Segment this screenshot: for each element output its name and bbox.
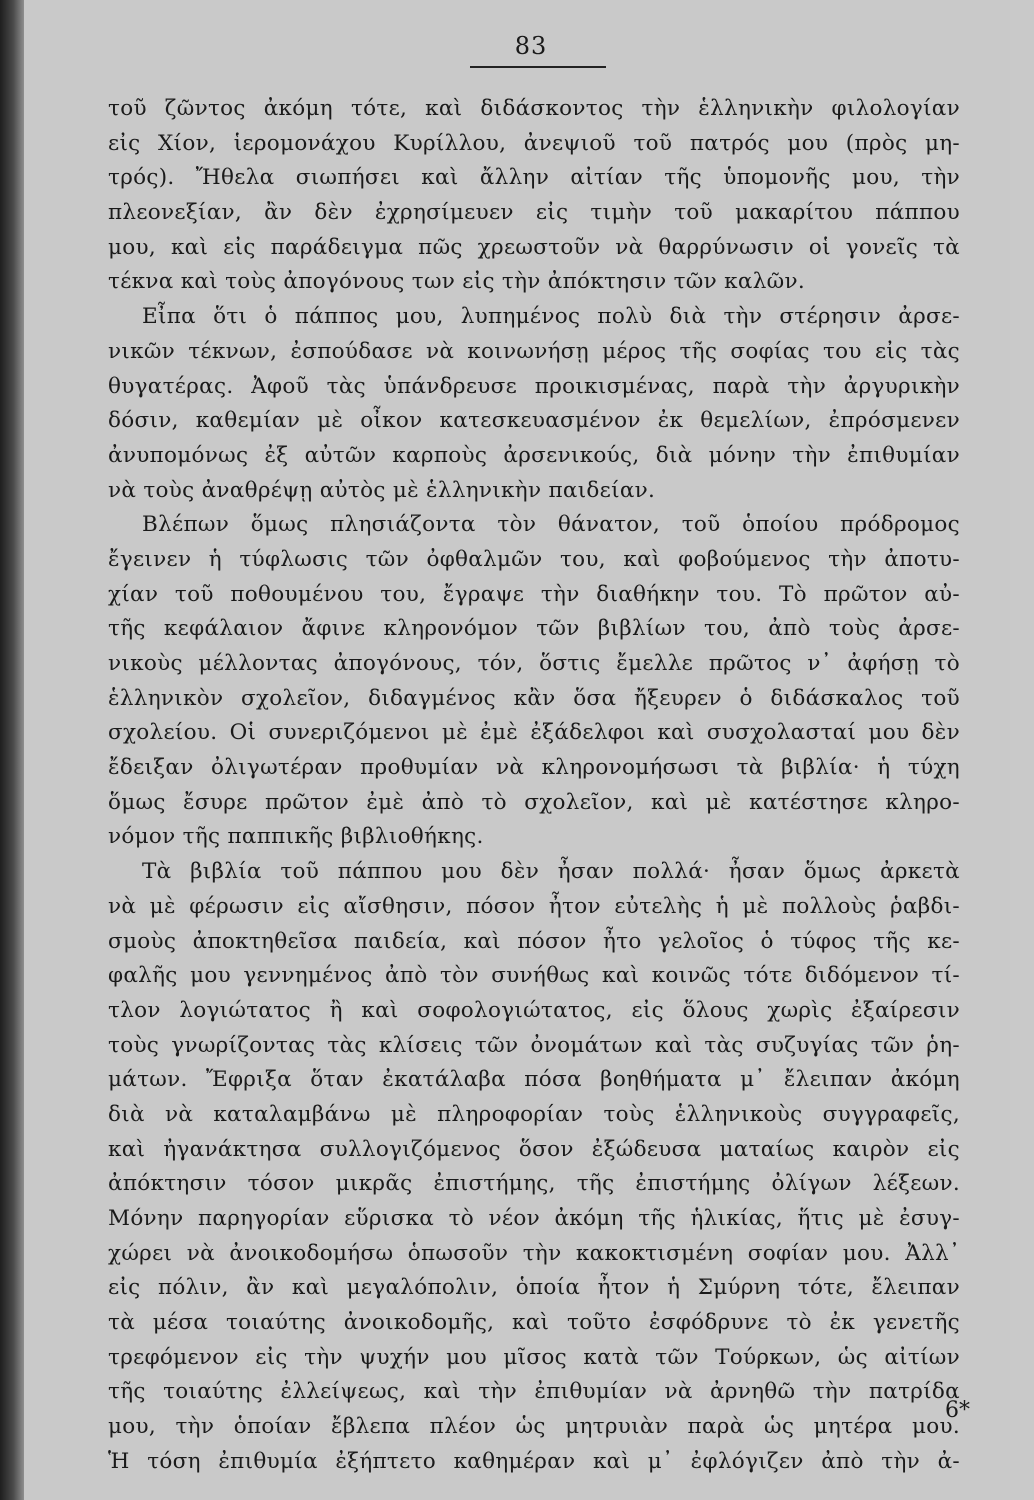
text-line: σμοὺς ἀποκτηθεῖσα παιδεία, καὶ πόσον ἦτο γελοῖος ὁ τύφος τῆς κε-	[108, 928, 960, 954]
text-line: τοὺς γνωρίζοντας τὰς κλίσεις τῶν ὀνομάτων καὶ τὰς συζυγίας τῶν ῥη-	[108, 1032, 960, 1058]
page-binding-edge	[0, 0, 24, 1500]
book-page	[24, 0, 1034, 1500]
paragraph-start: Εἶπα ὅτι ὁ πάππος μου, λυπημένος πολὺ διὰ τὴν στέρησιν ἀρσε-	[142, 304, 960, 330]
text-line: πλεονεξίαν, ἂν δὲν ἐχρησίμευεν εἰς τιμὴν τοῦ μακαρίτου πάππου	[108, 200, 960, 226]
header-rule	[470, 66, 606, 68]
text-line: τοῦ ζῶντος ἀκόμη τότε, καὶ διδάσκοντος τὴν ἑλληνικὴν φιλολογίαν	[108, 96, 960, 121]
text-line: καὶ ἠγανάκτησα συλλογιζόμενος ὅσον ἐξώδευσα ματαίως καιρὸν εἰς	[108, 1136, 960, 1162]
text-line: ἔδειξαν ὀλιγωτέραν προθυμίαν νὰ κληρονομήσωσι τὰ βιβλία· ἡ τύχη	[108, 755, 960, 781]
paragraph-start: Τὰ βιβλία τοῦ πάππου μου δὲν ἦσαν πολλά· ἦσαν ὅμως ἀρκετὰ	[142, 859, 960, 885]
text-line: τρός). Ἤθελα σιωπήσει καὶ ἄλλην αἰτίαν τῆς ὑπομονῆς μου, τὴν	[108, 165, 960, 191]
text-line: εἰς Χίον, ἱερομονάχου Κυρίλλου, ἀνεψιοῦ τοῦ πατρός μου (πρὸς μη-	[108, 130, 960, 156]
text-line: χίαν τοῦ ποθουμένου του, ἔγραψε τὴν διαθήκην του. Τὸ πρῶτον αὐ-	[108, 581, 960, 607]
text-line: τῆς κεφάλαιον ἄφινε κληρονόμον τῶν βιβλίων του, ἀπὸ τοὺς ἀρσε-	[108, 616, 960, 642]
text-line: τρεφόμενον εἰς τὴν ψυχήν μου μῖσος κατὰ τῶν Τούρκων, ὡς αἰτίων	[108, 1344, 960, 1370]
text-line: ὅμως ἔσυρε πρῶτον ἐμὲ ἀπὸ τὸ σχολεῖον, καὶ μὲ κατέστησε κληρο-	[108, 789, 960, 815]
text-line: σχολείου. Οἱ συνεριζόμενοι μὲ ἐμὲ ἐξάδελφοι καὶ συσχολασταί μου δὲν	[108, 720, 960, 746]
text-line: τέκνα καὶ τοὺς ἀπογόνους των εἰς τὴν ἀπόκτησιν τῶν καλῶν.	[108, 269, 805, 295]
page-number: 83	[514, 32, 548, 60]
text-line: Μόνην παρηγορίαν εὕρισκα τὸ νέον ἀκόμη τῆς ἡλικίας, ἥτις μὲ ἐσυγ-	[108, 1206, 960, 1231]
text-line: τλον λογιώτατος ἢ καὶ σοφολογιώτατος, εἰς ὅλους χωρὶς ἐξαίρεσιν	[108, 997, 960, 1023]
text-line: νικῶν τέκνων, ἐσπούδασε νὰ κοινωνήσῃ μέρος τῆς σοφίας του εἰς τὰς	[108, 338, 960, 364]
signature-mark: 6*	[945, 1398, 970, 1423]
text-line: εἰς πόλιν, ἂν καὶ μεγαλόπολιν, ὁποία ἦτον ἡ Σμύρνη τότε, ἔλειπαν	[108, 1275, 960, 1301]
text-line: Ἡ τόση ἐπιθυμία ἐξήπτετο καθημέραν καὶ μ᾿ ἐφλόγιζεν ἀπὸ τὴν ἀ-	[108, 1448, 960, 1474]
body-text	[108, 92, 960, 1480]
text-line: δόσιν, καθεμίαν μὲ οἶκον κατεσκευασμένον ἐκ θεμελίων, ἐπρόσμενεν	[108, 408, 960, 434]
text-line: τὰ μέσα τοιαύτης ἀνοικοδομῆς, καὶ τοῦτο ἐσφόδρυνε τὸ ἐκ γενετῆς	[108, 1310, 960, 1336]
text-line: μάτων. Ἔφριξα ὅταν ἐκατάλαβα πόσα βοηθήματα μ᾿ ἔλειπαν ἀκόμη	[108, 1067, 960, 1093]
text-line: μου, καὶ εἰς παράδειγμα πῶς χρεωστοῦν νὰ θαρρύνωσιν οἱ γονεῖς τὰ	[108, 234, 960, 260]
text-line: τῆς τοιαύτης ἐλλείψεως, καὶ τὴν ἐπιθυμίαν νὰ ἀρνηθῶ τὴν πατρίδα	[108, 1379, 960, 1405]
paragraph-start: Βλέπων ὅμως πλησιάζοντα τὸν θάνατον, τοῦ ὁποίου πρόδρομος	[142, 512, 960, 538]
text-line: ἀπόκτησιν τόσον μικρᾶς ἐπιστήμης, τῆς ἐπιστήμης ὀλίγων λέξεων.	[108, 1171, 960, 1197]
text-line: ἔγεινεν ἡ τύφλωσις τῶν ὀφθαλμῶν του, καὶ φοβούμενος τὴν ἀποτυ-	[108, 546, 960, 572]
text-line: διὰ νὰ καταλαμβάνω μὲ πληροφορίαν τοὺς ἑλληνικοὺς συγγραφεῖς,	[108, 1101, 960, 1127]
text-line: ἀνυπομόνως ἐξ αὐτῶν καρποὺς ἀρσενικούς, διὰ μόνην τὴν ἐπιθυμίαν	[108, 442, 960, 468]
text-line: νόμον τῆς παππικῆς βιβλιοθήκης.	[108, 824, 484, 850]
text-line: νὰ τοὺς ἀναθρέψῃ αὐτὸς μὲ ἑλληνικὴν παιδείαν.	[108, 477, 656, 503]
text-line: ἑλληνικὸν σχολεῖον, διδαγμένος κἂν ὅσα ἤξευρεν ὁ διδάσκαλος τοῦ	[108, 685, 960, 711]
text-line: νὰ μὲ φέρωσιν εἰς αἴσθησιν, πόσον ἦτον εὐτελὴς ἡ μὲ πολλοὺς ῥαβδι-	[108, 893, 960, 919]
text-line: χώρει νὰ ἀνοικοδομήσω ὁπωσοῦν τὴν κακοκτισμένη σοφίαν μου. Ἀλλ᾿	[108, 1240, 960, 1266]
text-line: θυγατέρας. Ἀφοῦ τὰς ὑπάνδρευσε προικισμένας, παρὰ τὴν ἀργυρικὴν	[108, 373, 960, 399]
text-line: νικοὺς μέλλοντας ἀπογόνους, τόν, ὅστις ἔμελλε πρῶτος ν᾿ ἀφήσῃ τὸ	[108, 651, 960, 676]
text-line: μου, τὴν ὁποίαν ἔβλεπα πλέον ὡς μητρυιὰν παρὰ ὡς μητέρα μου.	[108, 1414, 960, 1440]
text-line: φαλῆς μου γεννημένος ἀπὸ τὸν συνήθως καὶ κοινῶς τότε διδόμενον τί-	[108, 963, 960, 989]
